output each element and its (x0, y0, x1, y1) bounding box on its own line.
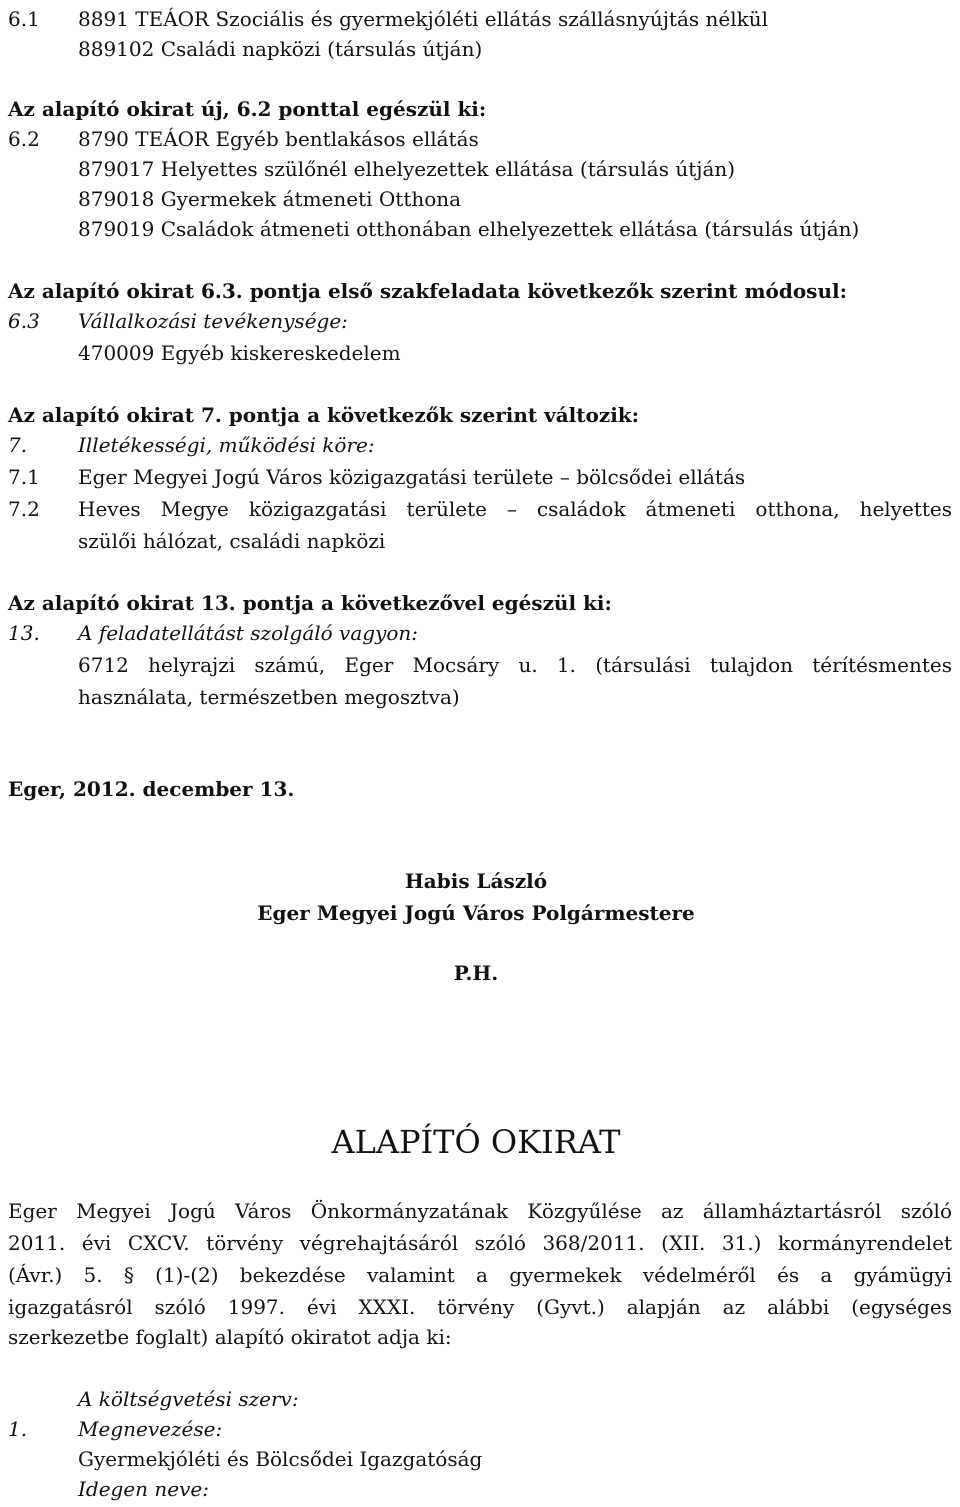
amendment-heading-13: Az alapító okirat 13. pontja a következővel egészül ki: (8, 591, 612, 615)
institution-name: Gyermekjóléti és Bölcsődei Igazgatóság (78, 1447, 483, 1471)
document-title: ALAPÍTÓ OKIRAT (331, 1123, 621, 1161)
teaor-470009-line: 470009 Egyéb kiskereskedelem (78, 341, 401, 365)
intro-line-2: 2011. évi CXCV. törvény végrehajtásáról szóló 368/2011. (XII. 31.) kormányrendelet (8, 1231, 952, 1255)
amendment-heading-6-3: Az alapító okirat 6.3. pontja első szakfeladata következők szerint módosul: (8, 279, 847, 303)
budget-body-heading: A költségvetési szerv: (78, 1387, 299, 1411)
property-text-line2: használata, természetben megosztva) (78, 685, 460, 709)
signer-name: Habis László (404, 869, 548, 893)
business-activity-title: Vállalkozási tevékenysége: (78, 309, 348, 333)
amendment-heading-6-2: Az alapító okirat új, 6.2 ponttal egészül ki: (8, 97, 487, 121)
teaor-8891-line: 8891 TEÁOR Szociális és gyermekjóléti ellátás szállásnyújtás nélkül (78, 7, 768, 31)
teaor-889102-line: 889102 Családi napközi (társulás útján) (78, 37, 483, 61)
intro-line-5: szerkezetbe foglalt) alapító okiratot adja ki: (8, 1325, 452, 1349)
teaor-879017-line: 879017 Helyettes szülőnél elhelyezettek ellátása (társulás útján) (78, 157, 736, 181)
jurisdiction-7-2-text-line2: szülői hálózat, családi napközi (78, 529, 386, 553)
jurisdiction-7-1-text: Eger Megyei Jogú Város közigazgatási területe – bölcsődei ellátás (78, 465, 746, 489)
amendment-heading-7: Az alapító okirat 7. pontja a következők szerint változik: (8, 403, 640, 427)
teaor-879019-line: 879019 Családok átmeneti otthonában elhelyezettek ellátása (társulás útján) (78, 217, 860, 241)
item-number-6-2: 6.2 (8, 127, 40, 151)
foreign-name-title: Idegen neve: (78, 1477, 210, 1501)
item-number-1: 1. (8, 1417, 28, 1441)
item-number-6-3: 6.3 (8, 309, 40, 333)
property-title: A feladatellátást szolgáló vagyon: (78, 621, 419, 645)
signing-date: Eger, 2012. december 13. (8, 777, 295, 801)
item-number-7: 7. (8, 433, 28, 457)
item-number-6-1: 6.1 (8, 7, 40, 31)
name-title: Megnevezése: (78, 1417, 223, 1441)
signer-initials: P.H. (453, 961, 499, 985)
teaor-879018-line: 879018 Gyermekek átmeneti Otthona (78, 187, 462, 211)
item-number-13: 13. (8, 621, 40, 645)
jurisdiction-title: Illetékességi, működési köre: (78, 433, 375, 457)
item-number-7-1: 7.1 (8, 465, 40, 489)
property-text-line1: 6712 helyrajzi számú, Eger Mocsáry u. 1. (társulási tulajdon térítésmentes (78, 653, 952, 677)
signer-title: Eger Megyei Jogú Város Polgármestere (257, 901, 695, 925)
intro-line-4: igazgatásról szóló 1997. évi XXXI. törvény (Gyvt.) alapján az alábbi (egységes (8, 1295, 952, 1319)
teaor-8790-line: 8790 TEÁOR Egyéb bentlakásos ellátás (78, 127, 479, 151)
intro-line-1: Eger Megyei Jogú Város Önkormányzatának Közgyűlése az államháztartásról szóló (8, 1199, 952, 1223)
jurisdiction-7-2-text-line1: Heves Megye közigazgatási területe – családok átmeneti otthona, helyettes (78, 497, 952, 521)
intro-line-3: (Ávr.) 5. § (1)-(2) bekezdése valamint a gyermekek védelméről és a gyámügyi (8, 1263, 952, 1287)
item-number-7-2: 7.2 (8, 497, 40, 521)
